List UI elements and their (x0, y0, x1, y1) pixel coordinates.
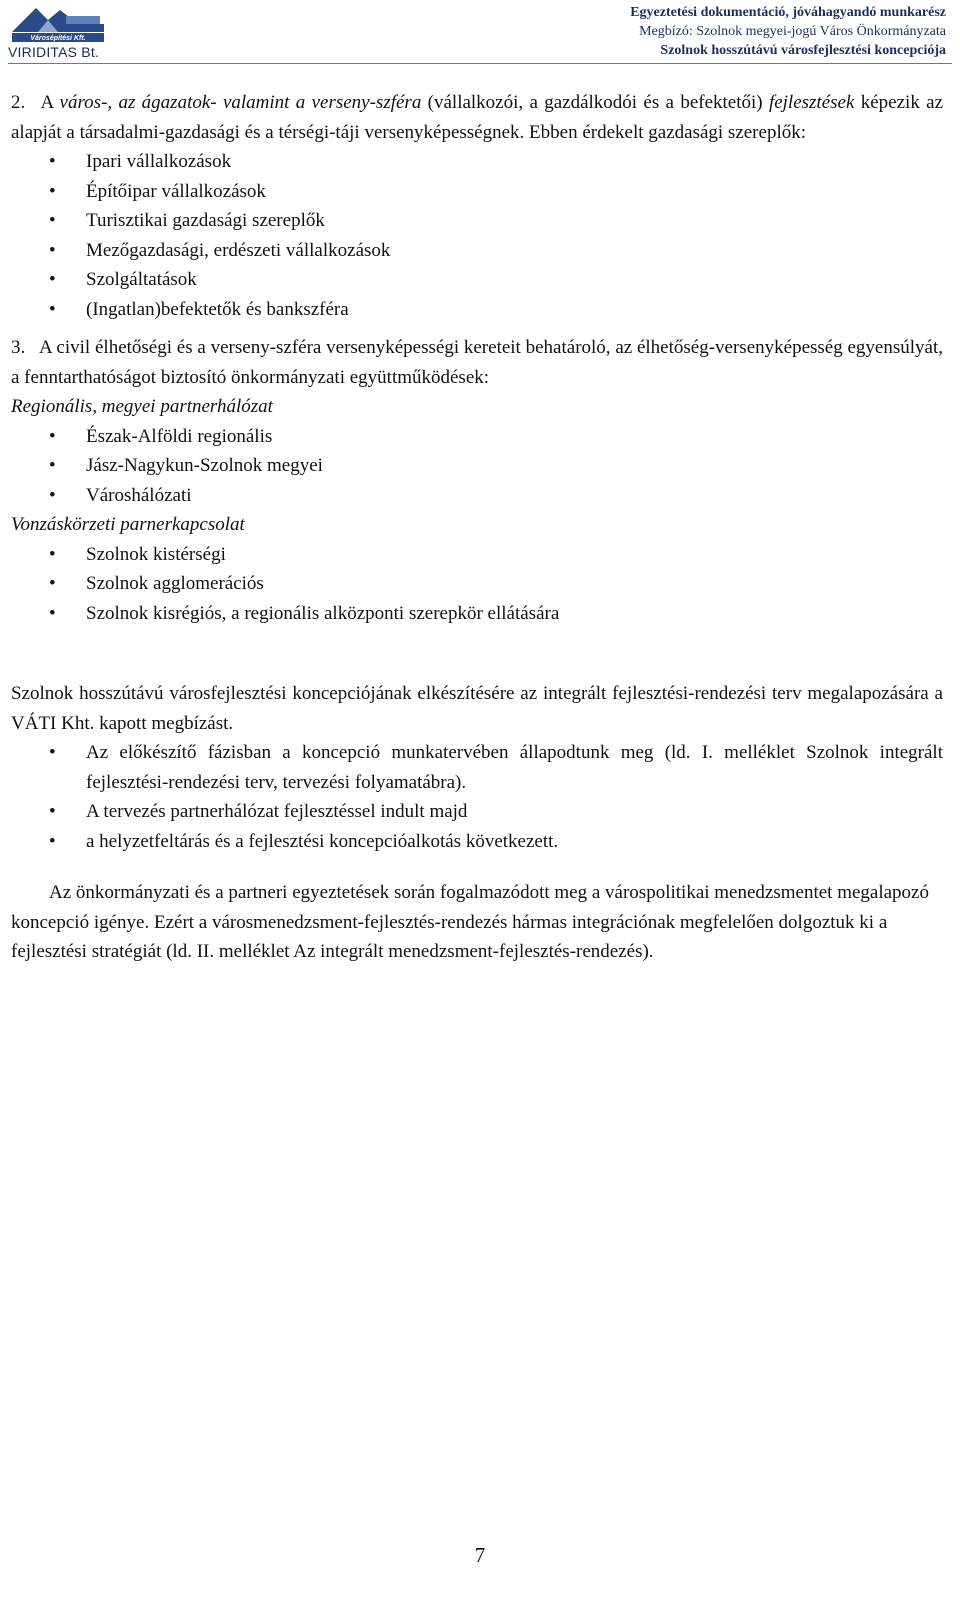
list-item: • Szolnok kisrégiós, a regionális alközponti szerepkör ellátására (11, 599, 943, 629)
regional-subheading: Regionális, megyei partnerhálózat (11, 396, 273, 417)
list-item: • A tervezés partnerhálózat fejlesztéssel indult majd (11, 797, 943, 827)
list-item: • Az előkészítő fázisban a koncepció munkatervében állapodtunk meg (ld. I. melléklet Szolnok integrált fejlesztési-rendezési terv, tervezési folyamatábra). (11, 738, 943, 797)
mandate-list (11, 738, 943, 856)
list-item: • Ipari vállalkozások (11, 147, 943, 177)
regional-list (11, 422, 943, 511)
header-project: Szolnok hosszútávú városfejlesztési koncepciója (660, 43, 946, 58)
catchment-list (11, 540, 943, 629)
section-2-text-a: A (40, 92, 54, 113)
catchment-subheading: Vonzáskörzeti parnerkapcsolat (11, 514, 245, 535)
list-item: • Szolnok kistérségi (11, 540, 943, 570)
list-item: • Mezőgazdasági, erdészeti vállalkozások (11, 236, 943, 266)
section-2-text-c: képezik az alapját a társadalmi-gazdasági és a térségi-táji versenyképességnek. Ebben érdekelt gazdasági szereplők: (11, 92, 944, 143)
economic-actors-list (11, 147, 943, 324)
list-item: • Szolgáltatások (11, 265, 943, 295)
list-item: • a helyzetfeltárás és a fejlesztési koncepcióalkotás következett. (11, 827, 943, 857)
header-info (630, 3, 946, 60)
header-client: Megbízó: Szolnok megyei-jogú Város Önkormányzata (639, 24, 946, 39)
list-item: • (Ingatlan)befektetők és bankszféra (11, 295, 943, 325)
list-item: • Építőipar vállalkozások (11, 177, 943, 207)
section-2-paragraph (11, 88, 943, 147)
section-3-text: A civil élhetőségi és a verseny-szféra versenyképességi kereteit behatároló, az élhetőség-versenyképesség egyensúlyát, a fenntarthatóságot biztosító önkormányzati együttműködések: (11, 337, 944, 388)
list-item: • Turisztikai gazdasági szereplők (11, 206, 943, 236)
list-item: • Szolnok agglomerációs (11, 569, 943, 599)
company-logo (8, 2, 108, 44)
list-item: • Jász-Nagykun-Szolnok megyei (11, 451, 943, 481)
document-body (11, 88, 943, 967)
page-number: 7 (474, 1543, 486, 1567)
section-2-text-b: (vállalkozói, a gazdálkodói és a befektetői) (427, 92, 763, 113)
section-2-italic-a: város-, az ágazatok- valamint a verseny-szféra (59, 92, 422, 113)
section-3-paragraph (11, 333, 943, 392)
mandate-paragraph: Szolnok hosszútávú városfejlesztési koncepciójának elkészítésére az integrált fejlesztési-rendezési terv megalapozására a VÁTI Kht. kapott megbízást. (11, 683, 943, 734)
section-3-number: 3. (11, 337, 26, 358)
list-item: • Városhálózati (11, 481, 943, 511)
final-paragraph: Az önkormányzati és a partneri egyeztetések során fogalmazódott meg a várospolitikai menedzsmentet megalapozó koncepció igénye. Ezért a városmenedzsment-fejlesztés-rendezés hármas integrációnak megfelelően dolgoztuk ki a fejlesztési stratégiát (ld. II. melléklet Az integrált menedzsment-fejlesztés-rendezés). (11, 882, 929, 962)
company-name: VIRIDITAS Bt. (8, 44, 100, 60)
header-divider (8, 63, 952, 64)
page-header (0, 0, 960, 66)
section-2-italic-b: fejlesztések (768, 92, 855, 113)
logo-caption: Városépítési Kft. (30, 35, 86, 42)
header-doc-type: Egyeztetési dokumentáció, jóváhagyandó munkarész (630, 5, 946, 20)
list-item: • Észak-Alföldi regionális (11, 422, 943, 452)
section-2-number: 2. (11, 92, 26, 113)
